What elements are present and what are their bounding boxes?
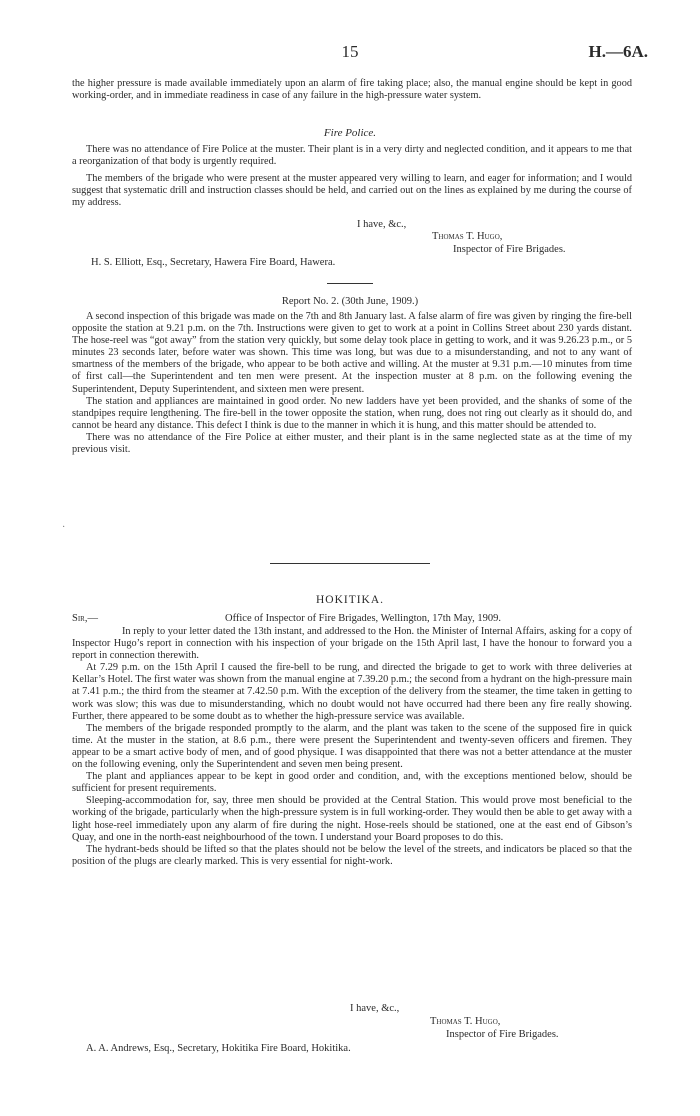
report-2-title: Report No. 2. (30th June, 1909.) [281,296,419,307]
signature-title: Inspector of Fire Brigades. [446,1029,559,1040]
paragraph: The station and appliances are maintained in good order. No new ladders have yet been provided, and the shanks of some of the standpipes require lengthening. The fire-bell in the tower opposite the station, when rung, does not ring out clearly as it should do, and cannot be heard any distance. This defect I think is due to the manner in which it is hung, and this matter should be attended to. [72,395,632,431]
page-number: 15 [341,42,359,61]
paragraph: There was no attendance of the Fire Police at either muster, and their plant is in the same neglected state as at the time of my previous visit. [72,431,632,456]
paragraph: The plant and appliances appear to be kept in good order and condition, and, with the exceptions mentioned below, should be sufficient for present requirements. [72,771,632,795]
signature-name: Thomas T. Hugo, [430,1016,501,1027]
paragraph: The members of the brigade who were present at the muster appeared very willing to learn, and eager for information; and I would suggest that systematic drill and instruction classes should be held, and carried out on the lines as explained by me during the course of my address. [72,173,632,209]
signature-closing: I have, &c., [357,219,407,230]
paragraph: The hydrant-beds should be lifted so that the plates should not be below the level of the streets, and indicators be placed so that the position of the plugs are clearly marked. This is very essential for night-work. [72,843,632,867]
paragraph: Sleeping-accommodation for, say, three men should be provided at the Central Station. This would prove most beneficial to the working of the brigade, particularly when the high-pressure system is in full working-order. They would then be able to get away with a light hose-reel immediately upon any alarm of fire during the night. Hose-reels should be stationed, one at the east end of Gibson’s Quay, and one in the north-east neighbourhood of the town. I understand your Board proposes to do this. [72,795,632,843]
salutation: Sir,— [72,613,98,624]
paragraph: In reply to your letter dated the 13th instant, and addressed to the Hon. the Minister of Internal Affairs, asking for a copy of Inspector Hugo’s report in connection with his inspection of your brigade on the 15th April last, I have the honour to forward you a report in connection therewith. [72,626,632,662]
paragraph: The members of the brigade responded promptly to the alarm, and the plant was taken to the scene of the supposed fire in quick time. At the muster in the station, at 8.6 p.m., there were present the Superintendent and twenty-seven officers and firemen. They appear to be a smart active body of men, and of good physique. I was disappointed that there was not a better attendance at the muster on the following evening, only the Superintendent and seven men being present. [72,722,632,771]
paragraph: At 7.29 p.m. on the 15th April I caused the fire-bell to be rung, and directed the brigade to get to work with three deliveries at Kellar’s Hotel. The first water was shown from the manual engine at 7.39.20 p.m.; the second from a hydrant on the high-pressure main at 7.41 p.m.; the third from the steamer at 7.42.50 p.m. With the exception of the delivery from the steamer, the time taken in getting to work was slow; this was due to misunderstanding, which no doubt would not have occurred had there been any fire really showing. Further, there appeared to be some doubt as to whether the high-pressure service was available. [72,662,632,722]
signature-closing: I have, &c., [350,1003,400,1014]
paragraph: A second inspection of this brigade was made on the 7th and 8th January last. A false alarm of fire was given by ringing the fire-bell opposite the station at 9.21 p.m. on the 7th. Instructions were given to get to work at a point in Collins Street about 230 yards distant. The hose-reel was “got away” from the station very quickly, but some delay took place in getting to work, and it was 9.26.23 p.m., or 5 minutes 23 seconds later, before water was shown. This time was long, but was due to a misunderstanding, and not to any want of smartness of the members of the brigade, who appear to be both active and willing. At the muster at 9.31 p.m.—10 minutes from time of first call—the Superintendent and ten men were present. At the inspection muster at 8 p.m. on the following evening the Superintendent, Deputy Superintendent, and sixteen men were present. [72,311,632,395]
signature-name: Thomas T. Hugo, [432,231,503,242]
addressee: H. S. Elliott, Esq., Secretary, Hawera Fire Board, Hawera. [91,257,336,268]
addressee: A. A. Andrews, Esq., Secretary, Hokitika Fire Board, Hokitika. [86,1043,351,1054]
divider-short [327,283,373,284]
intro-paragraph: the higher pressure is made available immediately upon an alarm of fire taking place; also, the manual engine should be kept in good working-order, and in immediate readiness in case of any failure in the high-pressure water system. [72,78,632,102]
fire-police-title: Fire Police. [323,127,377,139]
paragraph: There was no attendance of Fire Police at the muster. Their plant is in a very dirty and neglected condition, and it appears to me that a reorganization of that body is urgently required. [72,144,632,168]
section-heading: HOKITIKA. [315,594,385,606]
dateline: Office of Inspector of Fire Brigades, Wellington, 17th May, 1909. [225,613,501,624]
hokitika-body [72,626,632,868]
fire-police-body [72,144,632,209]
margin-mark: · [62,522,66,533]
signature-title: Inspector of Fire Brigades. [453,244,566,255]
report-2-body [72,311,632,456]
divider-long [270,563,430,564]
document-reference: H.—6A. [588,42,648,61]
